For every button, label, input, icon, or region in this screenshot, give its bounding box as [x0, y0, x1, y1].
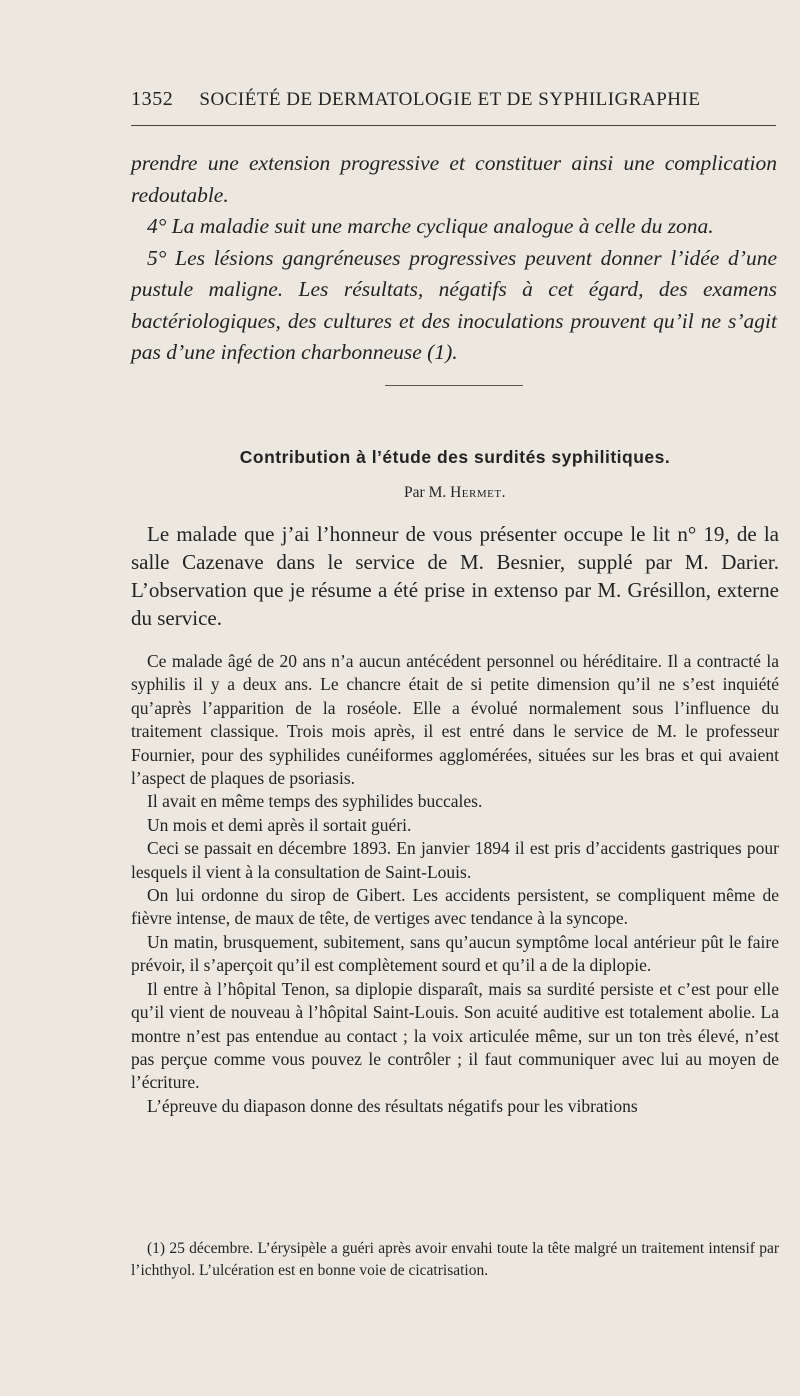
- body-paragraph: Il entre à l’hôpital Tenon, sa diplopie disparaît, mais sa surdité persiste et c’est pour elle qu’il vient de nouveau à l’hôpital Saint-Louis. Son acuité auditive est totalement abolie. La montre n’est pas entendue au contact ; la voix articulée même, sur un ton très élevé, n’est pas perçue comme vous pouvez le contrôler ; il faut communiquer avec lui au moyen de l’écriture.: [131, 978, 779, 1093]
- intro-paragraph: 5° Les lésions gangréneuses progressives peuvent donner l’idée d’une pustule maligne. Les résultats, négatifs à cet égard, des examens bactériologiques, des cultures et des inoculations prouvent qu’il ne s’agit pas d’une infection charbonneuse (1).: [131, 245, 777, 364]
- section-separator: [385, 385, 523, 386]
- byline-prefix: Par M.: [404, 484, 447, 501]
- byline: [130, 484, 780, 502]
- intro-text: [131, 148, 777, 369]
- author-name: Hermet.: [450, 484, 506, 501]
- body-paragraph: Un matin, brusquement, subitement, sans qu’aucun symptôme local antérieur pût le faire prévoir, il s’aperçoit qu’il est complètement sourd et qu’il a de la diplopie.: [131, 931, 779, 976]
- lead-paragraph: [131, 520, 779, 632]
- intro-paragraph: 4° La maladie suit une marche cyclique analogue à celle du zona.: [147, 214, 714, 238]
- header-rule: [131, 125, 776, 126]
- running-title: SOCIÉTÉ DE DERMATOLOGIE ET DE SYPHILIGRAPHIE: [199, 89, 701, 110]
- intro-paragraph: prendre une extension progressive et constituer ainsi une complication redoutable.: [131, 151, 777, 207]
- lead-text: Le malade que j’ai l’honneur de vous présenter occupe le lit n° 19, de la salle Cazenave dans le service de M. Besnier, supplé par M. Darier. L’observation que je résume a été prise in extenso par M. Grésillon, externe du service.: [131, 522, 779, 630]
- body-paragraph: Un mois et demi après il sortait guéri.: [147, 814, 412, 835]
- body-paragraph: L’épreuve du diapason donne des résultats négatifs pour les vibrations: [147, 1095, 638, 1116]
- footnote: [131, 1238, 779, 1282]
- body-paragraph: On lui ordonne du sirop de Gibert. Les accidents persistent, se compliquent même de fièvre intense, de maux de tête, de vertiges avec tendance à la syncope.: [131, 885, 779, 929]
- body-paragraph: Il avait en même temps des syphilides buccales.: [147, 791, 483, 812]
- body-paragraph: Ceci se passait en décembre 1893. En janvier 1894 il est pris d’accidents gastriques pour lesquels il vient à la consultation de Saint-Louis.: [131, 838, 779, 882]
- running-header: [131, 88, 781, 111]
- body-text: [131, 650, 779, 1118]
- page-number: 1352: [131, 88, 174, 110]
- footnote-text: (1) 25 décembre. L’érysipèle a guéri après avoir envahi toute la tête malgré un traitement intensif par l’ichthyol. L’ulcération est en bonne voie de cicatrisation.: [131, 1240, 779, 1279]
- body-paragraph: Ce malade âgé de 20 ans n’a aucun antécédent personnel ou héréditaire. Il a contracté la syphilis il y a deux ans. Le chancre était de si petite dimension qu’il ne s’est inquiété qu’après l’apparition de la roséole. Elle a évolué normalement sous l’influence du traitement classique. Trois mois après, il est entré dans le service de M. le professeur Fournier, pour des syphilides cunéiformes agglomérées, situées sur les bras et qui avaient l’aspect de plaques de psoriasis.: [131, 651, 779, 789]
- section-title: Contribution à l’étude des surdités syphilitiques.: [239, 447, 671, 467]
